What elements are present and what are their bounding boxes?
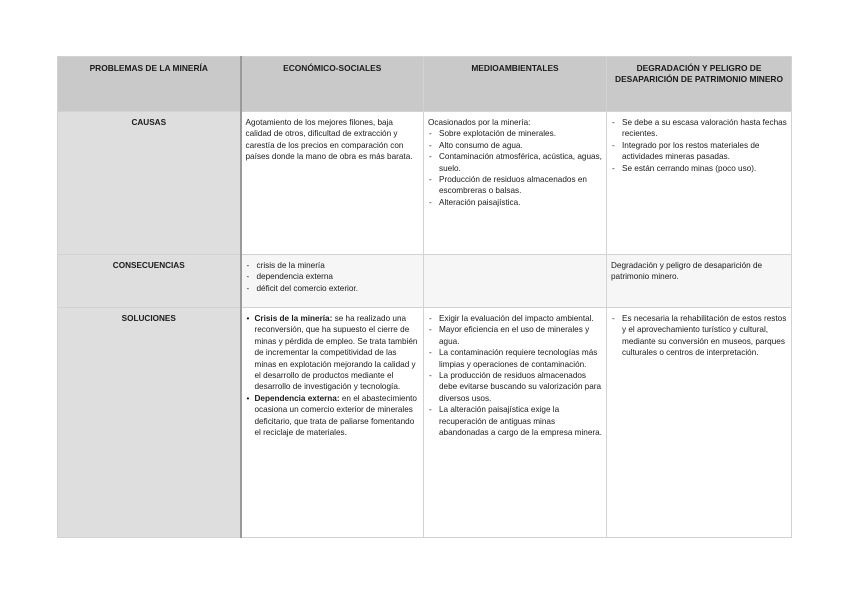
row-label-consecuencias: CONSECUENCIAS [58,255,241,308]
item-text: se ha realizado una reconversión, que ha supuesto el cierre de minas y pérdida de empleo. Se trata también de incrementar la competitividad de las minas en explotación mejorando la calidad y el desarrollo de productos mediante el desarrollo de investigación y tecnología. [254,314,418,392]
causas-medio-cell [424,112,607,255]
list-item [246,313,420,393]
consecuencias-economico-cell [241,255,424,308]
list-item: - La contaminación requiere tecnologías más limpias y operaciones de contaminación. [428,347,602,370]
item-text: en el abastecimiento ocasiona un comercio exterior de minerales deficitario, que trata de paliarse fomentando el reciclaje de materiales. [254,393,417,438]
soluciones-medio-cell [424,308,607,538]
header-problemas: PROBLEMAS DE LA MINERÍA [58,57,241,112]
list-item: - La producción de residuos almacenados debe evitarse buscando su valorización para diversos usos. [428,370,602,404]
soluciones-medio-list [428,313,602,438]
list-item: - Se debe a su escasa valoración hasta fechas recientes. [611,117,787,140]
causas-economico-cell: Agotamiento de los mejores filones, baja calidad de otros, dificultad de extracción y carestía de los precios en comparación con países donde la mano de obra es más barata. [241,112,424,255]
causas-medio-list [428,128,602,208]
header-medioambientales: MEDIOAMBIENTALES [424,57,607,112]
consecuencias-economico-list [246,260,420,294]
soluciones-economico-cell [241,308,424,538]
soluciones-degradacion-list [611,313,787,359]
soluciones-economico-list [246,313,420,438]
row-label-causas: CAUSAS [58,112,241,255]
causas-degradacion-list [611,117,787,174]
list-item: - Contaminación atmosférica, acústica, aguas, suelo. [428,151,602,174]
list-item [246,393,420,439]
consecuencias-medio-cell [424,255,607,308]
header-degradacion: DEGRADACIÓN Y PELIGRO DE DESAPARICIÓN DE PATRIMONIO MINERO [607,57,792,112]
row-causas [58,112,792,255]
row-label-soluciones: SOLUCIONES [58,308,241,538]
list-item: - Alteración paisajística. [428,197,602,208]
header-row [58,57,792,112]
causas-medio-lead: Ocasionados por la minería: [428,118,531,127]
row-consecuencias [58,255,792,308]
list-item: - Integrado por los restos materiales de actividades mineras pasadas. [611,140,787,163]
list-item: - Es necesaria la rehabilitación de estos restos y el aprovechamiento turístico y cultural, mediante su conversión en museos, parques culturales o centros de interpretación. [611,313,787,359]
list-item: - déficit del comercio exterior. [246,283,420,294]
list-item: - Producción de residuos almacenados en escombreras o balsas. [428,174,602,197]
list-item: - Se están cerrando minas (poco uso). [611,163,787,174]
list-item: - Alto consumo de agua. [428,140,602,151]
item-label: Dependencia externa: [254,393,340,403]
list-item: - Mayor eficiencia en el uso de minerales y agua. [428,324,602,347]
mining-problems-table [57,56,792,538]
soluciones-degradacion-cell [607,308,792,538]
list-item: - Exigir la evaluación del impacto ambiental. [428,313,602,324]
consecuencias-degradacion-cell: Degradación y peligro de desaparición de patrimonio minero. [607,255,792,308]
list-item: - La alteración paisajística exige la recuperación de antiguas minas abandonadas a cargo de la empresa minera. [428,404,602,438]
row-soluciones [58,308,792,538]
list-item: - crisis de la minería [246,260,420,271]
list-item: - dependencia externa [246,271,420,282]
item-label: Crisis de la minería: [254,314,333,323]
header-economico-sociales: ECONÓMICO-SOCIALES [241,57,424,112]
list-item: - Sobre explotación de minerales. [428,128,602,139]
causas-degradacion-cell [607,112,792,255]
